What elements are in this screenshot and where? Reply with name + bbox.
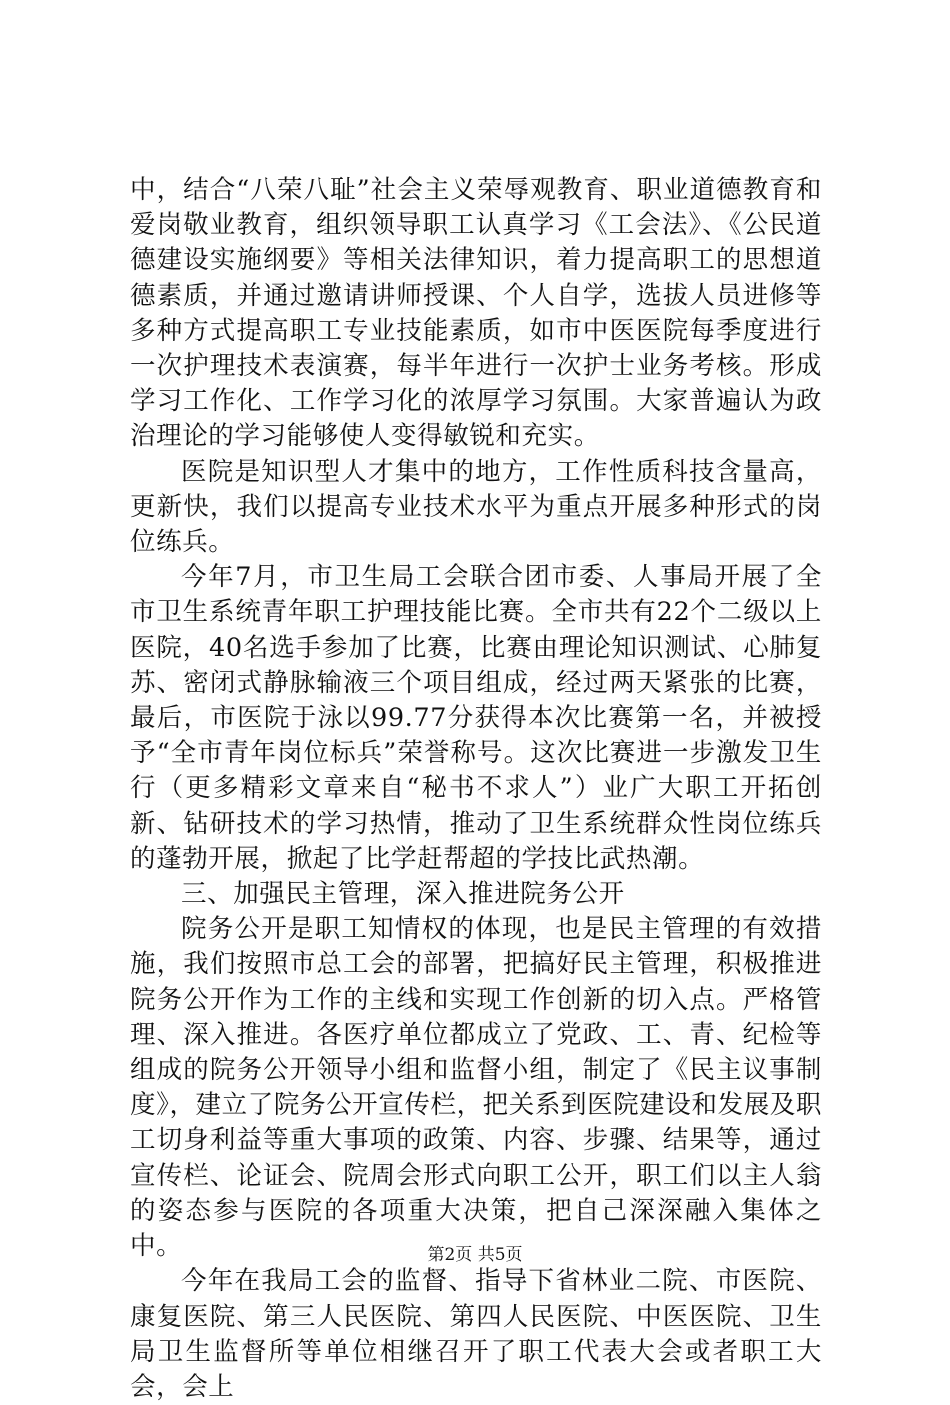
- page-footer: 第2页 共5页: [427, 1245, 523, 1265]
- document-body: [130, 173, 822, 1405]
- section-heading: 三、加强民主管理，深入推进院务公开: [181, 879, 625, 910]
- paragraph-1: 中，结合“八荣八耻”社会主义荣辱观教育、职业道德教育和爱岗敬业教育，组织领导职工认真学习《工会法》、《公民道德建设实施纲要》等相关法律知识，着力提高职工的思想道德素质，并通过邀请讲师授课、个人自学，选拔人员进修等多种方式提高职工专业技能素质，如市中医医院每季度进行一次护理技术表演赛，每半年进行一次护士业务考核。形成学习工作化、工作学习化的浓厚学习氛围。大家普遍认为政治理论的学习能够使人变得敏锐和充实。: [130, 175, 822, 452]
- paragraph-5: 院务公开是职工知情权的体现，也是民主管理的有效措施，我们按照市总工会的部署，把搞好民主管理，积极推进院务公开作为工作的主线和实现工作创新的切入点。严格管理、深入推进。各医疗单位都成立了党政、工、青、纪检等组成的院务公开领导小组和监督小组，制定了《民主议事制度》，建立了院务公开宣传栏，把关系到医院建设和发展及职工切身利益等重大事项的政策、内容、步骤、结果等，通过宣传栏、论证会、院周会形式向职工公开，职工们以主人翁的姿态参与医院的各项重大决策，把自己深深融入集体之中。: [130, 914, 822, 1262]
- paragraph-3: 今年7月，市卫生局工会联合团市委、人事局开展了全市卫生系统青年职工护理技能比赛。全市共有22个二级以上医院，40名选手参加了比赛，比赛由理论知识测试、心肺复苏、密闭式静脉输液三个项目组成，经过两天紧张的比赛，最后，市医院于泳以99.77分获得本次比赛第一名，并被授予“全市青年岗位标兵”荣誉称号。这次比赛进一步激发卫生行（更多精彩文章来自“秘书不求人”）业广大职工开拓创新、钻研技术的学习热情，推动了卫生系统群众性岗位练兵的蓬勃开展，掀起了比学赶帮超的学技比武热潮。: [130, 562, 822, 874]
- paragraph-2: 医院是知识型人才集中的地方，工作性质科技含量高，更新快，我们以提高专业技术水平为重点开展多种形式的岗位练兵。: [130, 456, 822, 558]
- paragraph-6: 今年在我局工会的监督、指导下省林业二院、市医院、康复医院、第三人民医院、第四人民医院、中医医院、卫生局卫生监督所等单位相继召开了职工代表大会或者职工大会，会上: [130, 1266, 822, 1402]
